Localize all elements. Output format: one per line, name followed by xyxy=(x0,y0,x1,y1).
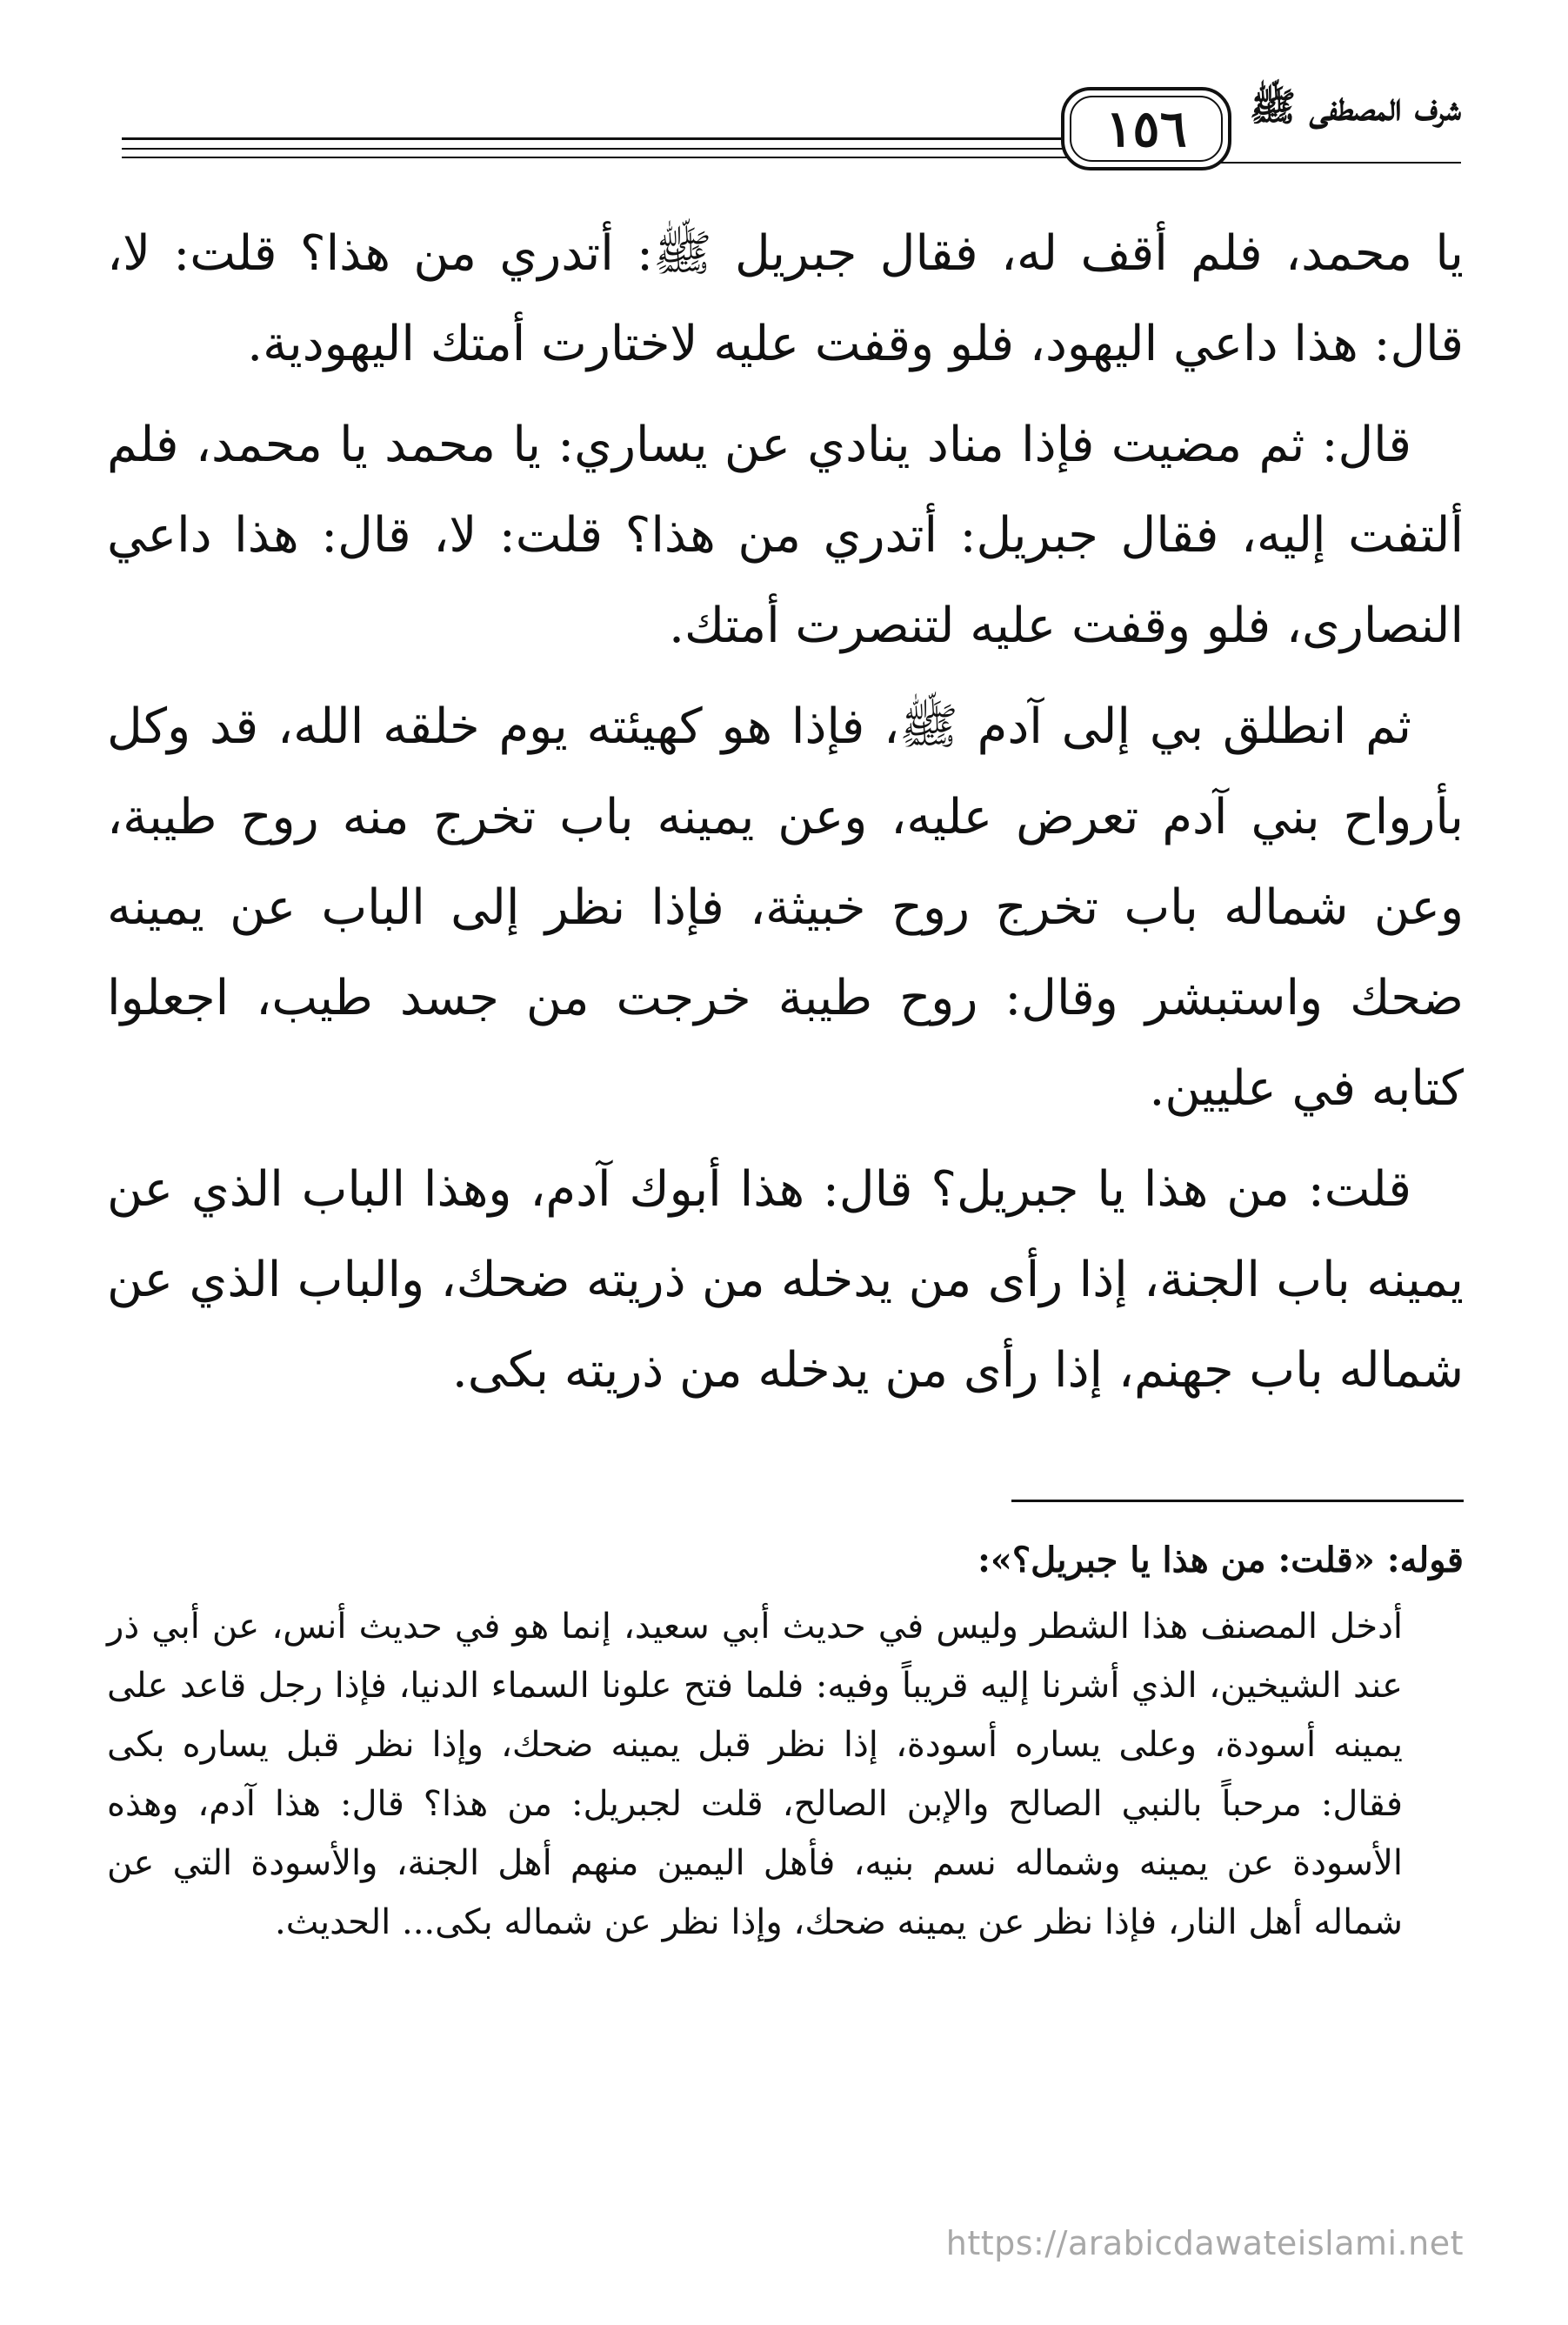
paragraph: قلت: من هذا يا جبريل؟ قال: هذا أبوك آدم، وهذا الباب الذي عن يمينه باب الجنة، إذا رأى من يدخله من ذريته ضحك، والباب الذي عن شماله باب جهنم، إذا رأى من يدخله من ذريته بكى. xyxy=(107,1161,1464,1399)
page-header xyxy=(122,78,1461,174)
header-rule xyxy=(122,137,1078,140)
header-rule xyxy=(122,157,1078,158)
footnote-separator xyxy=(1011,1500,1464,1502)
footnote xyxy=(107,1531,1464,1952)
header-rule xyxy=(1209,162,1461,164)
paragraph: ثم انطلق بي إلى آدم ﷺ، فإذا هو كهيئته يوم خلقه الله، قد وكل بأرواح بني آدم تعرض عليه، وعن يمينه باب تخرج منه روح طيبة، وعن شماله باب تخرج روح خبيثة، فإذا نظر إلى الباب عن يمينه ضحك واستبشر وقال: روح طيبة خرجت من جسد طيب، اجعلوا كتابه في عليين. xyxy=(107,698,1464,1117)
page-number-frame xyxy=(1061,87,1231,170)
footnote-body: أدخل المصنف هذا الشطر وليس في حديث أبي سعيد، إنما هو في حديث أنس، عن أبي ذر عند الشيخين، الذي أشرنا إليه قريباً وفيه: فلما فتح علونا السماء الدنيا، فإذا رجل قاعد على يمينه أسودة، وعلى يساره أسودة، إذا نظر قبل يمينه ضحك، وإذا نظر قبل يساره بكى فقال: مرحباً بالنبي الصالح والإبن الصالح، قلت لجبريل: من هذا؟ قال: هذا آدم، وهذه الأسودة عن يمينه وشماله نسم بنيه، فأهل اليمين منهم أهل الجنة، والأسودة التي عن شماله أهل النار، فإذا نظر عن يمينه ضحك، وإذا نظر عن شماله بكى... الحديث. xyxy=(107,1607,1404,1942)
page-number: ١٥٦ xyxy=(1105,99,1187,158)
paragraph: قال: ثم مضيت فإذا مناد ينادي عن يساري: يا محمد يا محمد، فلم ألتفت إليه، فقال جبريل: أتدري من هذا؟ قلت: لا، قال: هذا داعي النصارى، فلو وقفت عليه لتنصرت أمتك. xyxy=(107,417,1464,654)
running-head-title: شرف المصطفى ﷺ xyxy=(1249,85,1461,130)
paragraph: يا محمد، فلم أقف له، فقال جبريل ﷺ: أتدري من هذا؟ قلت: لا، قال: هذا داعي اليهود، فلو وقفت عليه لاختارت أمتك اليهودية. xyxy=(107,225,1464,372)
main-text xyxy=(107,209,1464,1426)
header-rule xyxy=(122,148,1078,150)
watermark-url: https://arabicdawateislami.net xyxy=(945,2224,1464,2262)
footnote-heading: قوله: «قلت: من هذا يا جبريل؟»: xyxy=(977,1540,1464,1580)
